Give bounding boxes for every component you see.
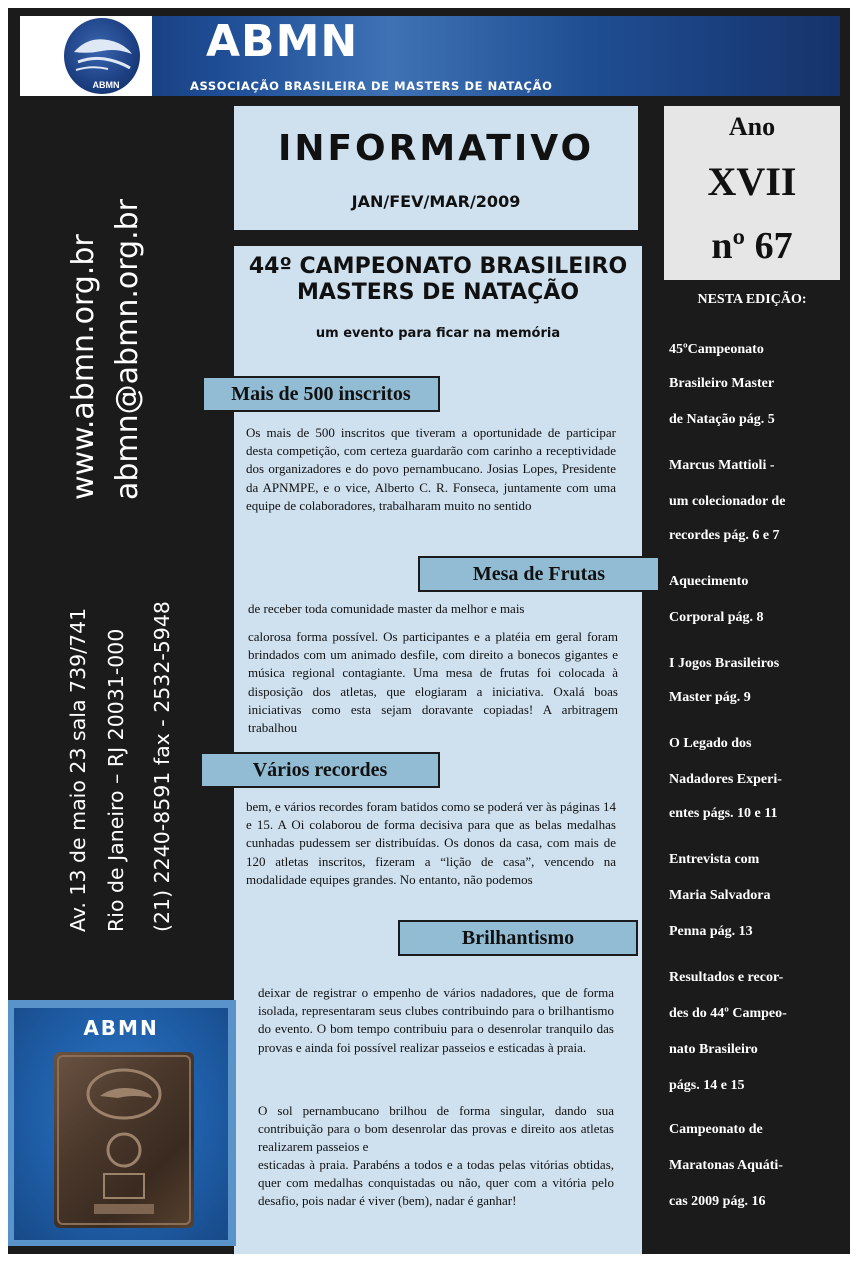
section-heading: Mais de 500 inscritos <box>202 376 440 412</box>
article-paragraph: deixar de registrar o empenho de vários nadadores, que de forma isolada, representaram seus clubes contribuindo para o brilhantismo do evento. O bom tempo contribuiu para o desenrolar tranquilo das provas e ainda foi possível realizar passeios e esticadas à praia. <box>258 985 614 1055</box>
logo-text: ABMN <box>92 80 120 90</box>
toc-line: recordes pág. 6 e 7 <box>669 528 780 543</box>
toc-line: Penna pág. 13 <box>669 924 753 939</box>
edition-number: nº 67 <box>711 225 793 267</box>
section-heading: Mesa de Frutas <box>418 556 660 592</box>
headline-line-1: 44º CAMPEONATO BRASILEIRO <box>248 254 628 279</box>
email-text: abmn@abmn.org.br <box>110 199 145 500</box>
toc-line: des do 44º Campeo- <box>669 1006 787 1021</box>
toc-line: 45ºCampeonato <box>669 342 764 357</box>
toc-line: Aquecimento <box>669 574 749 589</box>
medal-plaque-icon <box>54 1052 194 1228</box>
article-headline <box>234 254 642 306</box>
edition-volume: XVII <box>707 159 797 204</box>
article-paragraph: Os mais de 500 inscritos que tiveram a oportunidade de participar desta competição, com certeza guardarão com carinho a receptividade dos organizadores e do povo pernambucano. Josias Lopes, Presidente da APNMPE, e o vice, Alberto C. R. Fonseca, juntamente com uma equipe de colaboradores, trabalharam muito no sentido <box>246 425 616 513</box>
toc-heading: NESTA EDIÇÃO: <box>697 292 807 307</box>
toc-line: entes págs. 10 e 11 <box>669 806 778 821</box>
edition-year-label: Ano <box>728 112 776 141</box>
article-paragraph: calorosa forma possível. Os participantes e a platéia em geral foram brindados com um animado desfile, com direito a bonecos gigantes e música regional contagiante. Uma mesa de frutas foi colocada à disposição dos atletas, que elogiaram a iniciativa. Oxalá boas iniciativas como esta sejam doravante copiadas! A arbitragem trabalhou <box>248 629 618 736</box>
toc-line: Marcus Mattioli - <box>669 458 775 473</box>
masthead-date: JAN/FEV/MAR/2009 <box>351 192 521 211</box>
article-paragraph: bem, e vários recordes foram batidos como se poderá ver às páginas 14 e 15. A Oi colaborou de forma decisiva para que as belas medalhas cunhadas pudessem ser distribuídas. Os donos da casa, com mais de 120 atletas inscritos, fizeram a “lição de casa”, vencendo na modalidade equipes grandes. No entanto, não podemos <box>246 799 617 887</box>
toc-line: Master pág. 9 <box>669 690 751 705</box>
toc-line: Brasileiro Master <box>669 376 775 391</box>
toc-line: págs. 14 e 15 <box>669 1078 745 1093</box>
article-paragraph: de receber toda comunidade master da melhor e mais <box>248 601 525 616</box>
logo-area <box>20 16 152 96</box>
toc-line: de Natação pág. 5 <box>669 412 775 427</box>
toc-line: cas 2009 pág. 16 <box>669 1194 766 1209</box>
toc-line: Resultados e recor- <box>669 970 784 985</box>
toc-line: nato Brasileiro <box>669 1042 758 1057</box>
article-paragraph: esticadas à praia. Parabéns a todos e a todas pelas vitórias obtidas, quer com medalhas conquistadas ou não, quer com a vitória pelo desafio, pois nadar é viver (bem), nadar é ganhar! <box>258 1157 614 1209</box>
article-tagline: um evento para ficar na memória <box>315 326 561 341</box>
toc-line: Maria Salvadora <box>669 888 771 903</box>
toc-line: Nadadores Experi- <box>669 772 782 787</box>
address-line-1: Av. 13 de maio 23 sala 739/741 <box>66 607 90 932</box>
brand-name: ABMN <box>206 16 359 67</box>
section-heading: Brilhantismo <box>398 920 638 956</box>
toc-line: Entrevista com <box>669 852 760 867</box>
toc-line: O Legado dos <box>669 736 752 751</box>
plaque-title: ABMN <box>83 1016 159 1040</box>
section-heading: Vários recordes <box>200 752 440 788</box>
toc-line: I Jogos Brasileiros <box>669 656 780 671</box>
brand-subtitle: ASSOCIAÇÃO BRASILEIRA DE MASTERS DE NATAÇÃO <box>190 79 553 93</box>
toc-line: Corporal pág. 8 <box>669 610 764 625</box>
toc-line: Campeonato de <box>669 1122 763 1137</box>
address-line-2: Rio de Janeiro – RJ 20031-000 <box>104 628 128 932</box>
headline-line-2: MASTERS DE NATAÇÃO <box>296 280 580 305</box>
masthead-title: INFORMATIVO <box>277 128 595 169</box>
toc-line: um colecionador de <box>669 494 786 509</box>
phone-text: (21) 2240-8591 fax - 2532-5948 <box>150 601 174 932</box>
article-paragraph: O sol pernambucano brilhou de forma singular, dando sua contribuição para o bom desenrolar das provas e direito aos atletas realizarem passeios e <box>258 1103 614 1155</box>
website-text: www.abmn.org.br <box>66 234 101 500</box>
toc-line: Maratonas Aquáti- <box>669 1158 783 1173</box>
